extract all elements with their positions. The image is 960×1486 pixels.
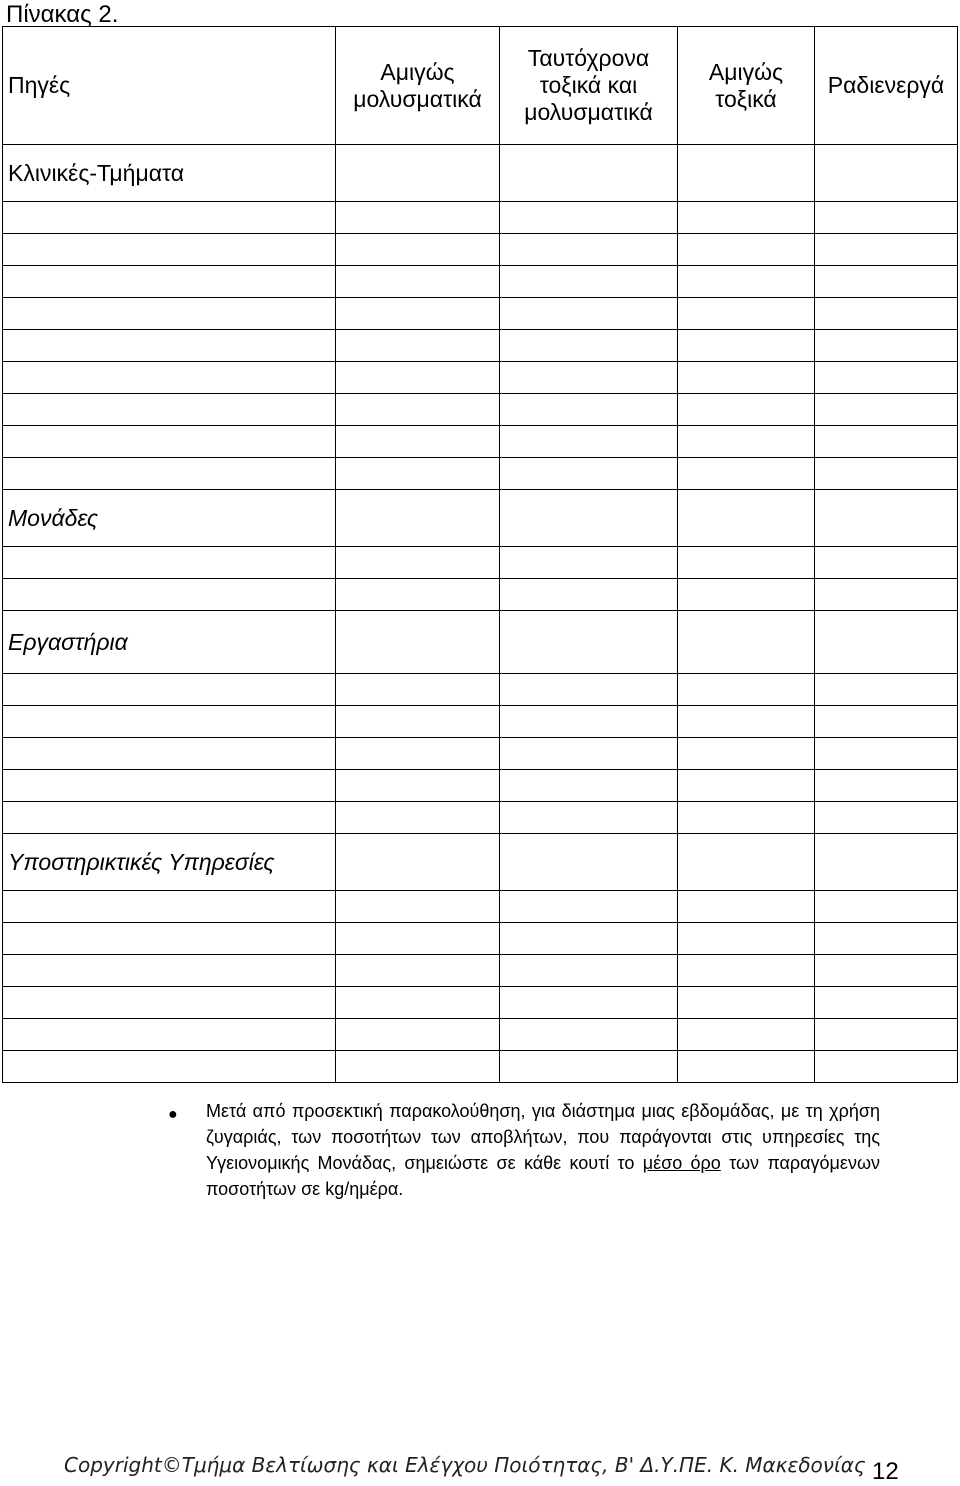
value-cell[interactable] bbox=[815, 579, 958, 611]
value-cell[interactable] bbox=[336, 234, 500, 266]
value-cell[interactable] bbox=[500, 266, 678, 298]
value-cell[interactable] bbox=[815, 738, 958, 770]
value-cell[interactable] bbox=[336, 458, 500, 490]
value-cell[interactable] bbox=[815, 955, 958, 987]
value-cell[interactable] bbox=[678, 770, 815, 802]
bullet-icon: ● bbox=[168, 1106, 178, 1123]
value-cell[interactable] bbox=[815, 234, 958, 266]
value-cell[interactable] bbox=[336, 987, 500, 1019]
value-cell[interactable] bbox=[336, 394, 500, 426]
value-cell[interactable] bbox=[336, 579, 500, 611]
value-cell[interactable] bbox=[500, 234, 678, 266]
value-cell[interactable] bbox=[500, 1019, 678, 1051]
value-cell[interactable] bbox=[500, 770, 678, 802]
section-row bbox=[3, 145, 958, 202]
value-cell[interactable] bbox=[500, 426, 678, 458]
footer-copyright: Copyright©Τμήμα Βελτίωσης και Ελέγχου Ποιότητας, Β' Δ.Υ.ΠΕ. Κ. Μακεδονίας bbox=[64, 1453, 866, 1477]
value-cell[interactable] bbox=[500, 579, 678, 611]
value-cell[interactable] bbox=[815, 362, 958, 394]
value-cell[interactable] bbox=[336, 611, 500, 674]
value-cell[interactable] bbox=[500, 738, 678, 770]
value-cell[interactable] bbox=[678, 987, 815, 1019]
value-cell[interactable] bbox=[815, 1051, 958, 1083]
value-cell[interactable] bbox=[500, 490, 678, 547]
source-cell[interactable] bbox=[3, 266, 336, 298]
section-label: Μονάδες bbox=[3, 490, 336, 547]
value-cell[interactable] bbox=[678, 145, 815, 202]
source-cell[interactable] bbox=[3, 923, 336, 955]
value-cell[interactable] bbox=[678, 330, 815, 362]
table-row bbox=[3, 266, 958, 298]
value-cell[interactable] bbox=[815, 834, 958, 891]
value-cell[interactable] bbox=[678, 1019, 815, 1051]
value-cell[interactable] bbox=[678, 834, 815, 891]
value-cell[interactable] bbox=[678, 706, 815, 738]
value-cell[interactable] bbox=[678, 490, 815, 547]
source-cell[interactable] bbox=[3, 298, 336, 330]
value-cell[interactable] bbox=[678, 802, 815, 834]
value-cell[interactable] bbox=[500, 298, 678, 330]
value-cell[interactable] bbox=[815, 611, 958, 674]
instructions-text-start: Μετά από προσεκτική παρακολούθηση, για διάστημα μιας εβδομάδας, με τη χρήση ζυγαριάς, των ποσοτήτων των αποβλήτων, που παράγονται στις υπηρεσίες της Υγειονομικής Μονάδας, σημειώστε σε κάθε κουτί το bbox=[206, 1101, 880, 1173]
value-cell[interactable] bbox=[815, 987, 958, 1019]
value-cell[interactable] bbox=[500, 802, 678, 834]
table-row bbox=[3, 923, 958, 955]
value-cell[interactable] bbox=[336, 834, 500, 891]
value-cell[interactable] bbox=[678, 923, 815, 955]
column-header-radioactive: Ραδιενεργά bbox=[815, 27, 958, 145]
source-cell[interactable] bbox=[3, 202, 336, 234]
value-cell[interactable] bbox=[500, 547, 678, 579]
source-cell[interactable] bbox=[3, 891, 336, 923]
value-cell[interactable] bbox=[500, 706, 678, 738]
table-row bbox=[3, 298, 958, 330]
value-cell[interactable] bbox=[336, 330, 500, 362]
value-cell[interactable] bbox=[678, 738, 815, 770]
table-row bbox=[3, 987, 958, 1019]
column-header-toxic: Αμιγώς τοξικά bbox=[678, 27, 815, 145]
table-row bbox=[3, 738, 958, 770]
value-cell[interactable] bbox=[678, 579, 815, 611]
value-cell[interactable] bbox=[815, 490, 958, 547]
section-label: Εργαστήρια bbox=[3, 611, 336, 674]
table-row bbox=[3, 394, 958, 426]
value-cell[interactable] bbox=[500, 891, 678, 923]
value-cell[interactable] bbox=[815, 330, 958, 362]
value-cell[interactable] bbox=[678, 298, 815, 330]
value-cell[interactable] bbox=[336, 426, 500, 458]
document-title: Πίνακας 2. bbox=[6, 1, 119, 28]
value-cell[interactable] bbox=[500, 458, 678, 490]
value-cell[interactable] bbox=[336, 891, 500, 923]
value-cell[interactable] bbox=[678, 202, 815, 234]
value-cell[interactable] bbox=[815, 802, 958, 834]
value-cell[interactable] bbox=[815, 458, 958, 490]
value-cell[interactable] bbox=[815, 202, 958, 234]
value-cell[interactable] bbox=[336, 923, 500, 955]
value-cell[interactable] bbox=[500, 834, 678, 891]
source-cell[interactable] bbox=[3, 802, 336, 834]
column-header-infectious: Αμιγώς μολυσματικά bbox=[336, 27, 500, 145]
table-row bbox=[3, 955, 958, 987]
value-cell[interactable] bbox=[336, 674, 500, 706]
value-cell[interactable] bbox=[815, 1019, 958, 1051]
table-row bbox=[3, 891, 958, 923]
value-cell[interactable] bbox=[500, 955, 678, 987]
instructions-text-end: των παραγόμενων ποσοτήτων σε kg/ημέρα. bbox=[206, 1153, 880, 1199]
instructions-text bbox=[206, 1098, 880, 1202]
instructions-text-emphasis: μέσο όρο bbox=[642, 1153, 721, 1173]
source-cell[interactable] bbox=[3, 674, 336, 706]
section-label: Κλινικές-Τμήματα bbox=[3, 145, 336, 202]
source-cell[interactable] bbox=[3, 1019, 336, 1051]
value-cell[interactable] bbox=[815, 674, 958, 706]
value-cell[interactable] bbox=[336, 1051, 500, 1083]
value-cell[interactable] bbox=[678, 234, 815, 266]
value-cell[interactable] bbox=[336, 266, 500, 298]
value-cell[interactable] bbox=[815, 145, 958, 202]
value-cell[interactable] bbox=[500, 674, 678, 706]
value-cell[interactable] bbox=[678, 266, 815, 298]
value-cell[interactable] bbox=[500, 611, 678, 674]
table-row bbox=[3, 426, 958, 458]
source-cell[interactable] bbox=[3, 330, 336, 362]
value-cell[interactable] bbox=[336, 145, 500, 202]
source-cell[interactable] bbox=[3, 547, 336, 579]
value-cell[interactable] bbox=[815, 298, 958, 330]
value-cell[interactable] bbox=[678, 1051, 815, 1083]
source-cell[interactable] bbox=[3, 987, 336, 1019]
value-cell[interactable] bbox=[678, 674, 815, 706]
instructions-note bbox=[168, 1098, 880, 1202]
section-label: Υποστηρικτικές Υπηρεσίες bbox=[3, 834, 336, 891]
table-row bbox=[3, 202, 958, 234]
source-cell[interactable] bbox=[3, 770, 336, 802]
value-cell[interactable] bbox=[815, 923, 958, 955]
section-row bbox=[3, 611, 958, 674]
table-row bbox=[3, 706, 958, 738]
value-cell[interactable] bbox=[500, 394, 678, 426]
value-cell[interactable] bbox=[500, 362, 678, 394]
value-cell[interactable] bbox=[336, 490, 500, 547]
table-row bbox=[3, 579, 958, 611]
value-cell[interactable] bbox=[500, 145, 678, 202]
value-cell[interactable] bbox=[336, 1019, 500, 1051]
value-cell[interactable] bbox=[678, 394, 815, 426]
table-header-row bbox=[3, 27, 958, 145]
table-row bbox=[3, 770, 958, 802]
table-row bbox=[3, 362, 958, 394]
source-cell[interactable] bbox=[3, 1051, 336, 1083]
value-cell[interactable] bbox=[336, 362, 500, 394]
table-row bbox=[3, 547, 958, 579]
value-cell[interactable] bbox=[336, 802, 500, 834]
table-row bbox=[3, 330, 958, 362]
value-cell[interactable] bbox=[815, 394, 958, 426]
value-cell[interactable] bbox=[336, 738, 500, 770]
table-row bbox=[3, 234, 958, 266]
value-cell[interactable] bbox=[336, 955, 500, 987]
value-cell[interactable] bbox=[336, 547, 500, 579]
source-cell[interactable] bbox=[3, 234, 336, 266]
section-row bbox=[3, 490, 958, 547]
value-cell[interactable] bbox=[678, 362, 815, 394]
value-cell[interactable] bbox=[678, 891, 815, 923]
value-cell[interactable] bbox=[500, 202, 678, 234]
value-cell[interactable] bbox=[815, 891, 958, 923]
column-header-sources: Πηγές bbox=[3, 27, 336, 145]
source-cell[interactable] bbox=[3, 426, 336, 458]
table-row bbox=[3, 1019, 958, 1051]
value-cell[interactable] bbox=[336, 770, 500, 802]
source-cell[interactable] bbox=[3, 738, 336, 770]
value-cell[interactable] bbox=[336, 202, 500, 234]
value-cell[interactable] bbox=[815, 266, 958, 298]
value-cell[interactable] bbox=[678, 547, 815, 579]
value-cell[interactable] bbox=[500, 330, 678, 362]
value-cell[interactable] bbox=[678, 426, 815, 458]
value-cell[interactable] bbox=[815, 770, 958, 802]
waste-sources-table bbox=[2, 26, 958, 1083]
value-cell[interactable] bbox=[678, 611, 815, 674]
source-cell[interactable] bbox=[3, 955, 336, 987]
value-cell[interactable] bbox=[500, 923, 678, 955]
value-cell[interactable] bbox=[336, 298, 500, 330]
source-cell[interactable] bbox=[3, 579, 336, 611]
section-row bbox=[3, 834, 958, 891]
table-row bbox=[3, 458, 958, 490]
source-cell[interactable] bbox=[3, 458, 336, 490]
page-number: 12 bbox=[872, 1458, 899, 1485]
value-cell[interactable] bbox=[336, 706, 500, 738]
value-cell[interactable] bbox=[815, 426, 958, 458]
value-cell[interactable] bbox=[815, 706, 958, 738]
table-row bbox=[3, 674, 958, 706]
table-row bbox=[3, 802, 958, 834]
value-cell[interactable] bbox=[678, 955, 815, 987]
source-cell[interactable] bbox=[3, 362, 336, 394]
table-row bbox=[3, 1051, 958, 1083]
value-cell[interactable] bbox=[678, 458, 815, 490]
value-cell[interactable] bbox=[815, 547, 958, 579]
value-cell[interactable] bbox=[500, 987, 678, 1019]
column-header-toxic-infectious: Ταυτόχρονα τοξικά και μολυσματικά bbox=[500, 27, 678, 145]
source-cell[interactable] bbox=[3, 706, 336, 738]
value-cell[interactable] bbox=[500, 1051, 678, 1083]
source-cell[interactable] bbox=[3, 394, 336, 426]
